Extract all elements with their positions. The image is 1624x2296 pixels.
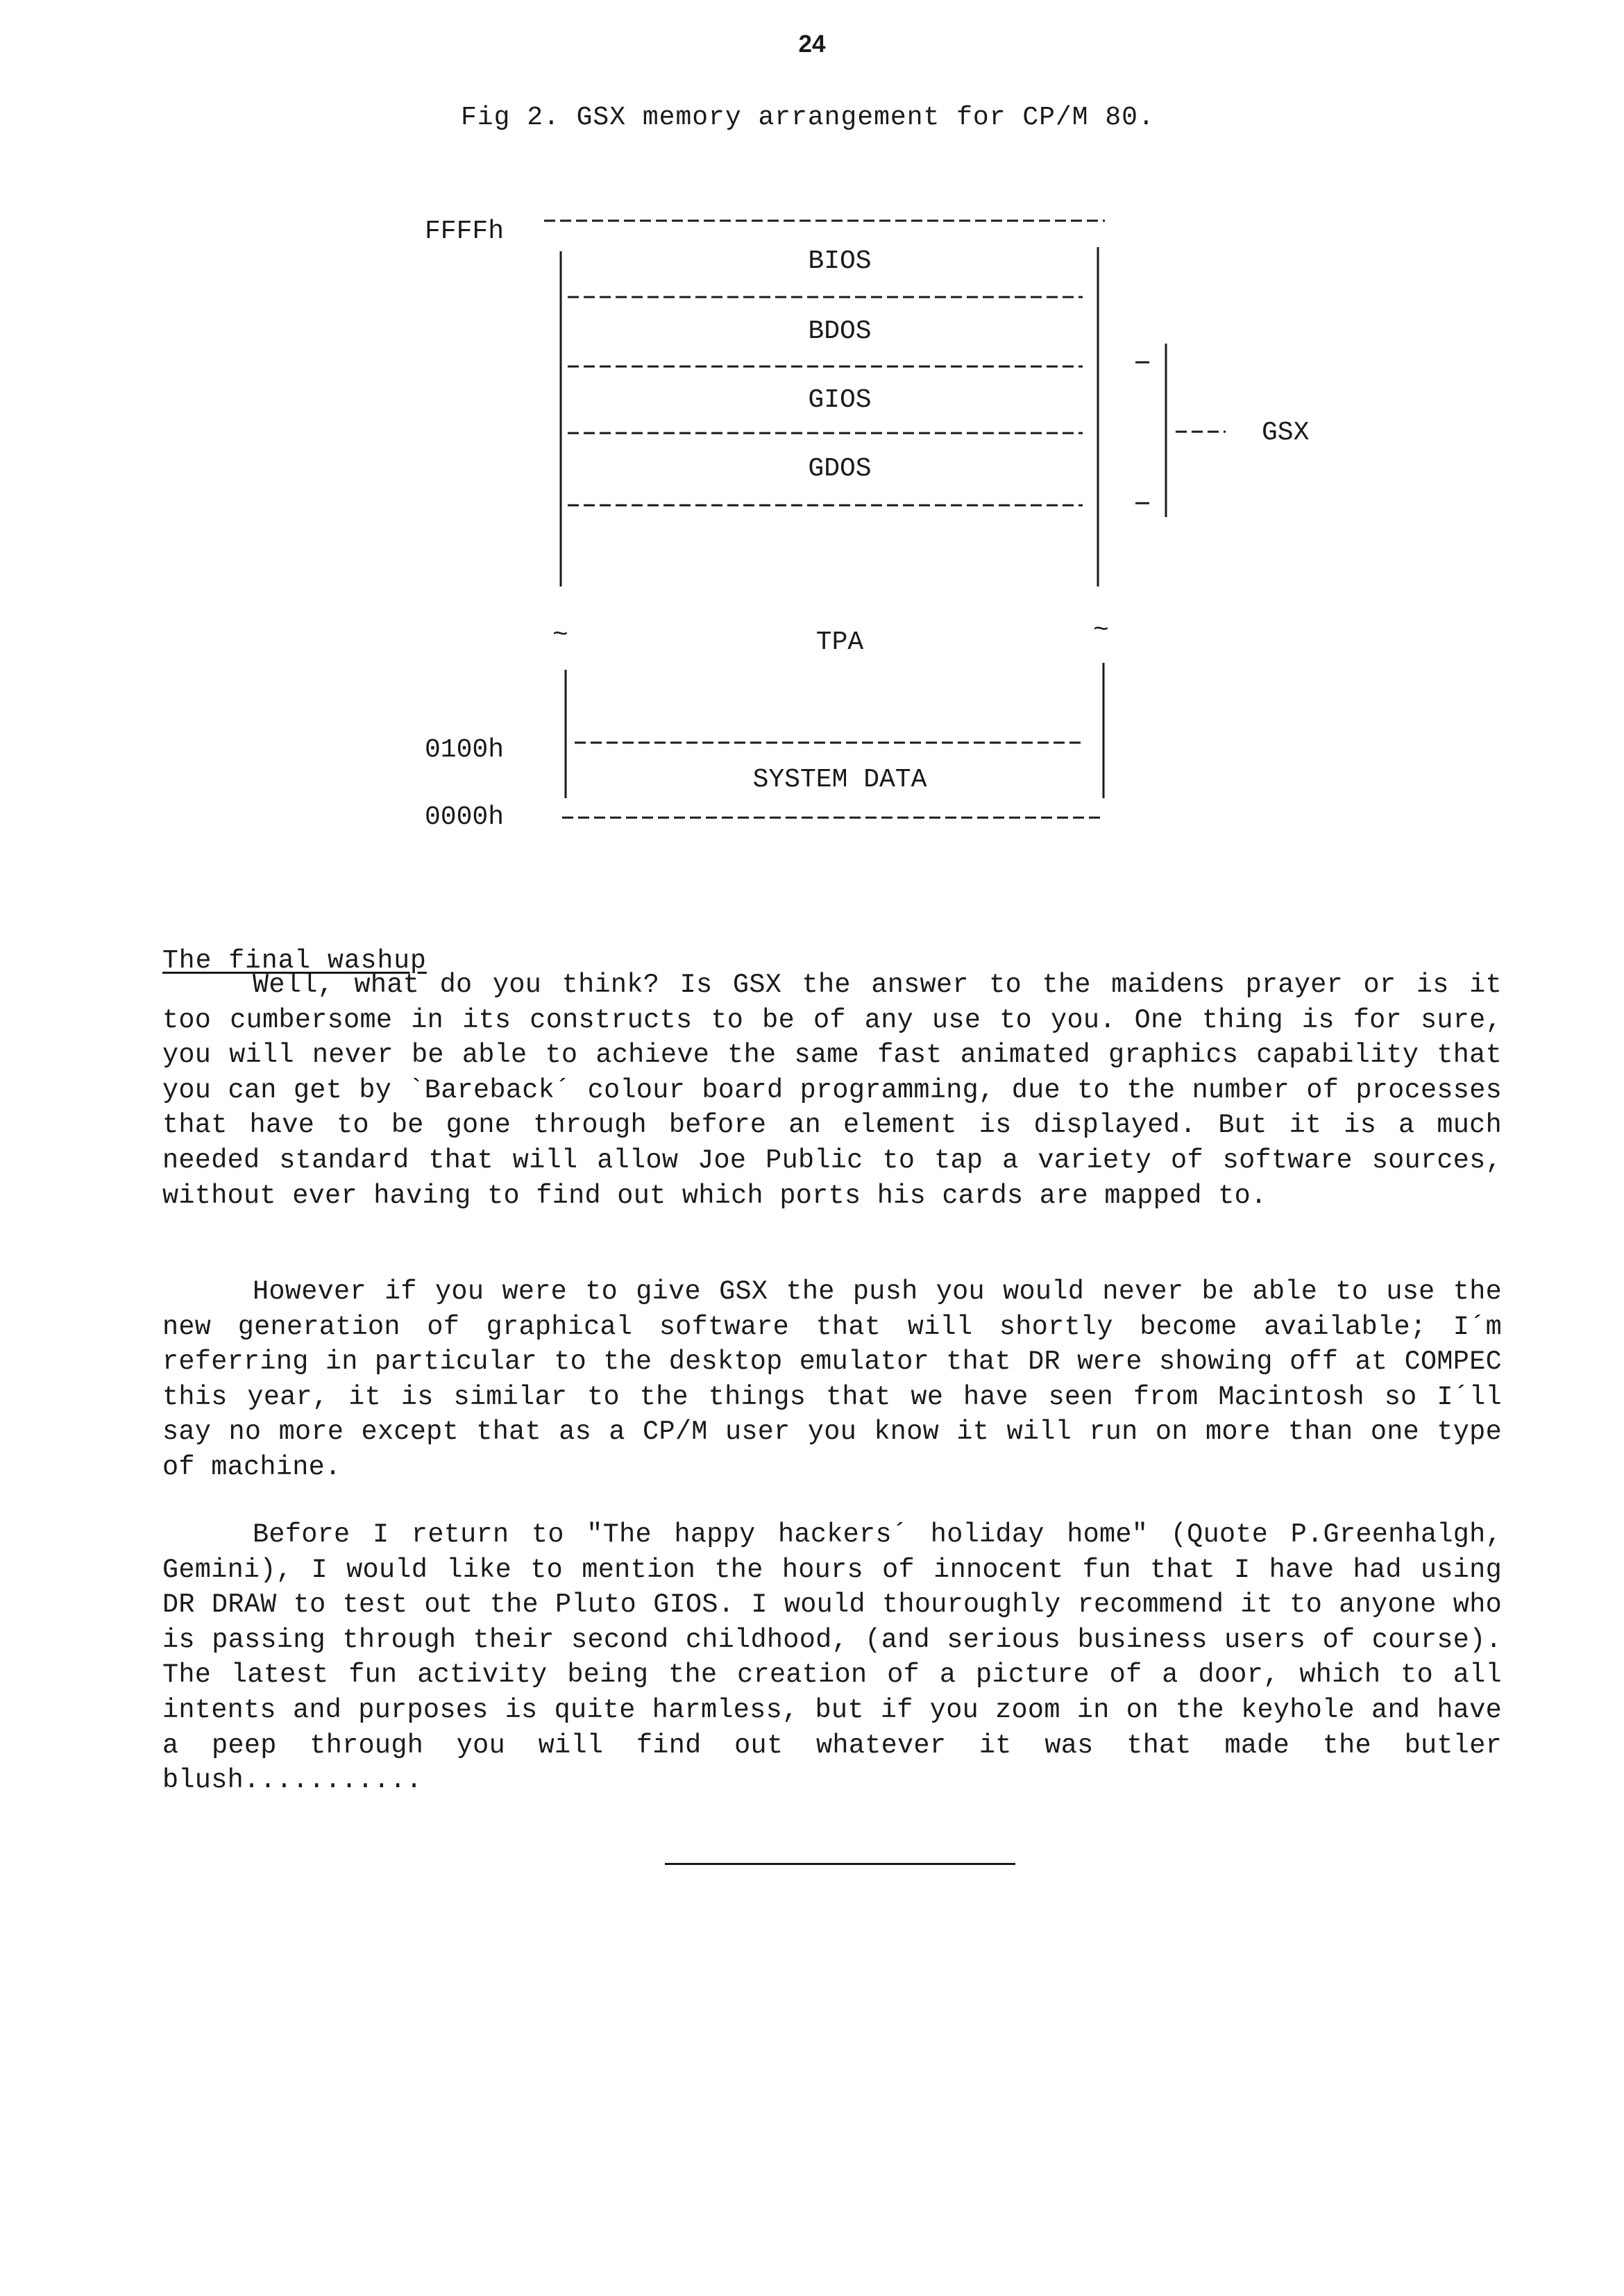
address-label-0100h: 0100h [425,735,505,765]
paragraph-1: Well, what do you think? Is GSX the answer to the maidens prayer or is it too cumbersome in its constructs to be of any use to you. One thing is for sure, you will never be able to achieve the same fast animated graphics capability that you can get by `Bareback´ colour board programming, due to the number of processes that have to be gone through before an element is displayed. But it is a much needed standard that will allow Joe Public to tap a variety of software sources, without ever having to find out which ports his cards are mapped to. [162,970,1502,1211]
address-label-0000h: 0000h [425,802,505,832]
break-mark-left: ~ [552,621,568,650]
segment-bdos: BDOS [808,316,872,346]
break-mark-right: ~ [1093,616,1109,645]
page-number: 24 [798,31,826,58]
segment-bios: BIOS [808,246,872,276]
gsx-label: GSX [1262,418,1310,448]
paragraph-2: However if you were to give GSX the push you would never be able to use the new generation of graphical software that will shortly become available; I´m referring in particular to the desktop emulator that DR were showing off at COMPEC this year, it is similar to the things that we have seen from Macintosh so I´ll say no more except that as a CP/M user you know it will run on more than one type of machine. [162,1276,1502,1483]
end-rule-divider [665,1863,1015,1865]
section-heading: The final washup [162,946,427,976]
address-label-ffffh: FFFFh [425,217,505,246]
segment-tpa: TPA [815,627,864,657]
segment-gios: GIOS [808,385,872,415]
segment-gdos: GDOS [808,454,872,484]
paragraph-3: Before I return to "The happy hackers´ holiday home" (Quote P.Greenhalgh, Gemini), I would like to mention the hours of innocent fun that I have had using DR DRAW to test out the Pluto GIOS. I would thouroughly recommend it to anyone who is passing through their second childhood, (and serious business users of course). The latest fun activity being the creation of a picture of a door, which to all intents and purposes is quite harmless, but if you zoom in on the keyhole and have a peep through you will find out whatever it was that made the butler blush........... [162,1519,1502,1796]
memory-map-diagram [0,0,1624,868]
segment-system-data: SYSTEM DATA [752,765,927,795]
figure-caption: Fig 2. GSX memory arrangement for CP/M 80. [461,103,1155,133]
